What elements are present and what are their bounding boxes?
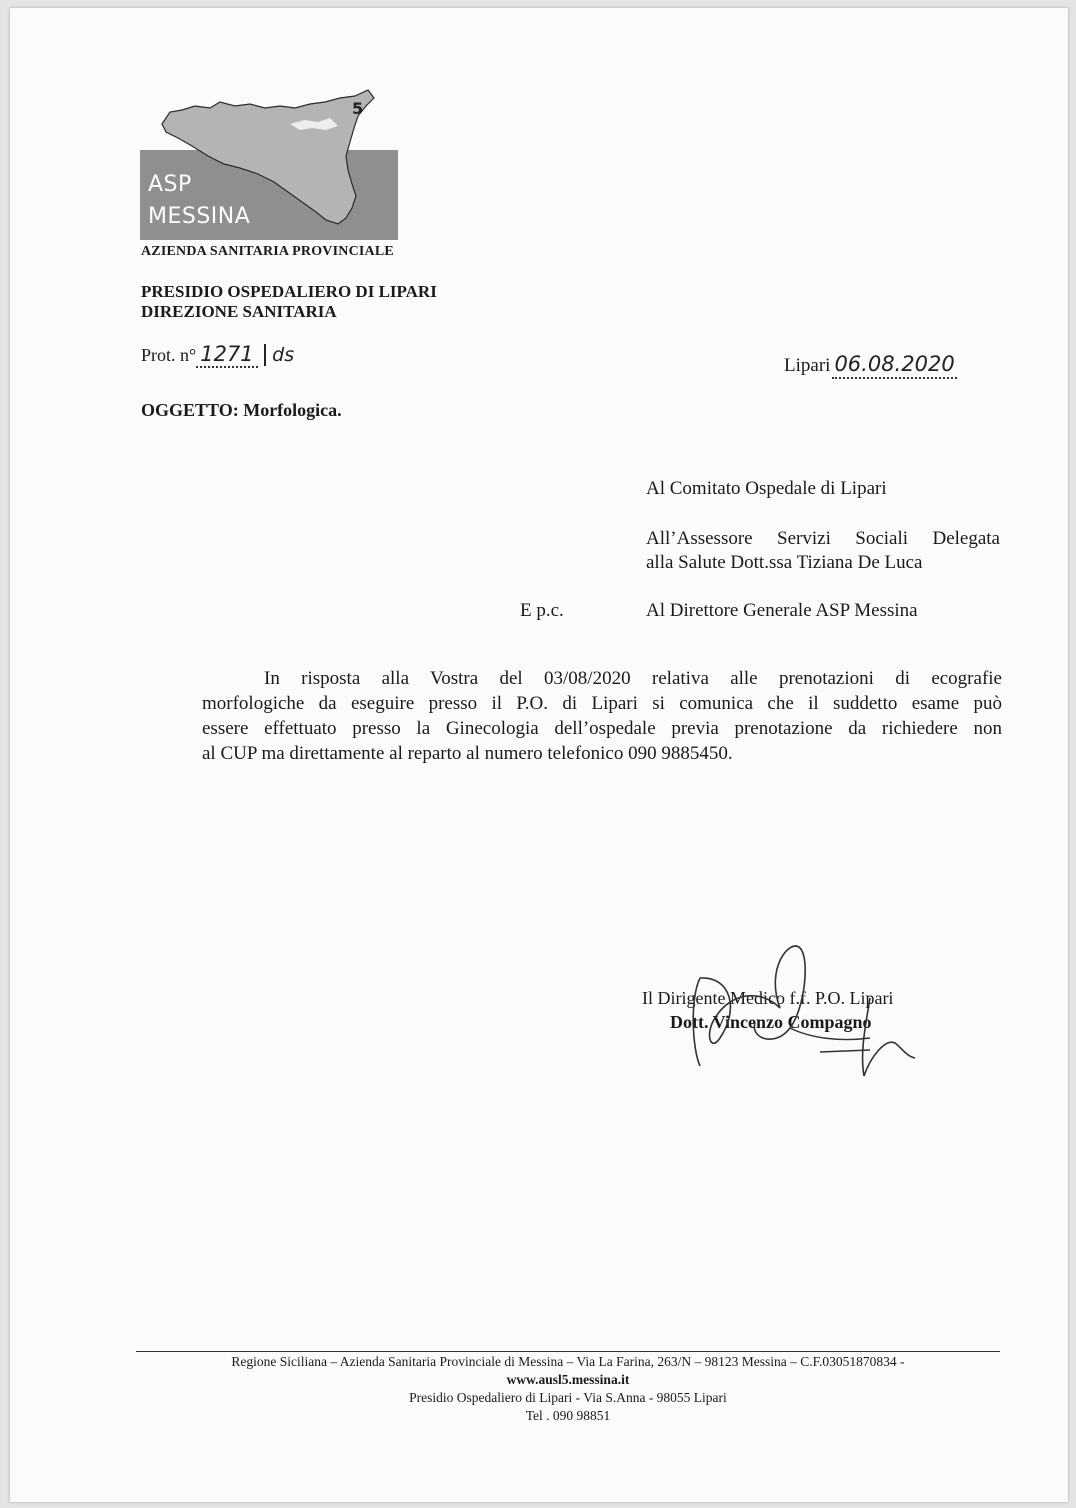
body-line-3: essere effettuato presso la Ginecologia dell’ospedale previa prenotazione da richiedere non <box>202 718 1002 739</box>
letter-page <box>10 8 1068 1502</box>
asp-messina-logo <box>140 84 400 244</box>
district-badge: 5 <box>352 99 364 118</box>
logo-text-asp: ASP <box>148 172 192 197</box>
signature-title: Il Dirigente Medico f.f. P.O. Lipari <box>642 988 894 1008</box>
agency-name: AZIENDA SANITARIA PROVINCIALE <box>141 244 394 259</box>
cc-label: E p.c. <box>520 600 564 621</box>
signature-name: Dott. Vincenzo Compagno <box>670 1012 872 1032</box>
protocol-label: Prot. n° <box>141 345 197 365</box>
recipient-assessor-line2: alla Salute Dott.ssa Tiziana De Luca <box>646 552 923 573</box>
footer-website: www.ausl5.messina.it <box>506 1372 630 1387</box>
date-place: Lipari <box>784 355 831 376</box>
footer-line-1: Regione Siciliana – Azienda Sanitaria Provinciale di Messina – Via La Farina, 263/N – 98123 Messina – C.F.03051870834 - <box>231 1354 905 1369</box>
recipient-committee: Al Comitato Ospedale di Lipari <box>646 478 887 499</box>
hospital-name: PRESIDIO OSPEDALIERO DI LIPARI <box>141 282 437 301</box>
footer-divider <box>136 1351 1000 1352</box>
footer-phone: Tel . 090 98851 <box>525 1408 611 1423</box>
letter-date <box>784 352 957 379</box>
cc-recipient: Al Direttore Generale ASP Messina <box>646 600 918 621</box>
body-line-2: morfologiche da eseguire presso il P.O. di Lipari si comunica che il suddetto esame può <box>202 693 1002 714</box>
date-handwritten: 06.08.2020 <box>834 352 955 376</box>
protocol-suffix-handwritten: ds <box>264 344 294 366</box>
handwritten-signature-icon <box>670 938 930 1078</box>
protocol-number <box>141 342 294 368</box>
subject-line <box>141 400 342 421</box>
recipient-assessor-line1: All’Assessore Servizi Sociali Delegata <box>646 528 1000 549</box>
body-line-1: In risposta alla Vostra del 03/08/2020 relativa alle prenotazioni di ecografie <box>264 668 1002 689</box>
body-line-4: al CUP ma direttamente al reparto al numero telefonico 090 9885450. <box>202 743 733 764</box>
subject-text: Morfologica. <box>243 400 342 420</box>
subject-label: OGGETTO: <box>141 400 239 420</box>
letter-body <box>202 666 1002 766</box>
department-name: DIREZIONE SANITARIA <box>141 302 337 321</box>
protocol-number-handwritten: 1271 <box>200 342 254 366</box>
footer-line-3: Presidio Ospedaliero di Lipari - Via S.Anna - 98055 Lipari <box>409 1390 727 1405</box>
logo-text-messina: MESSINA <box>148 204 251 229</box>
